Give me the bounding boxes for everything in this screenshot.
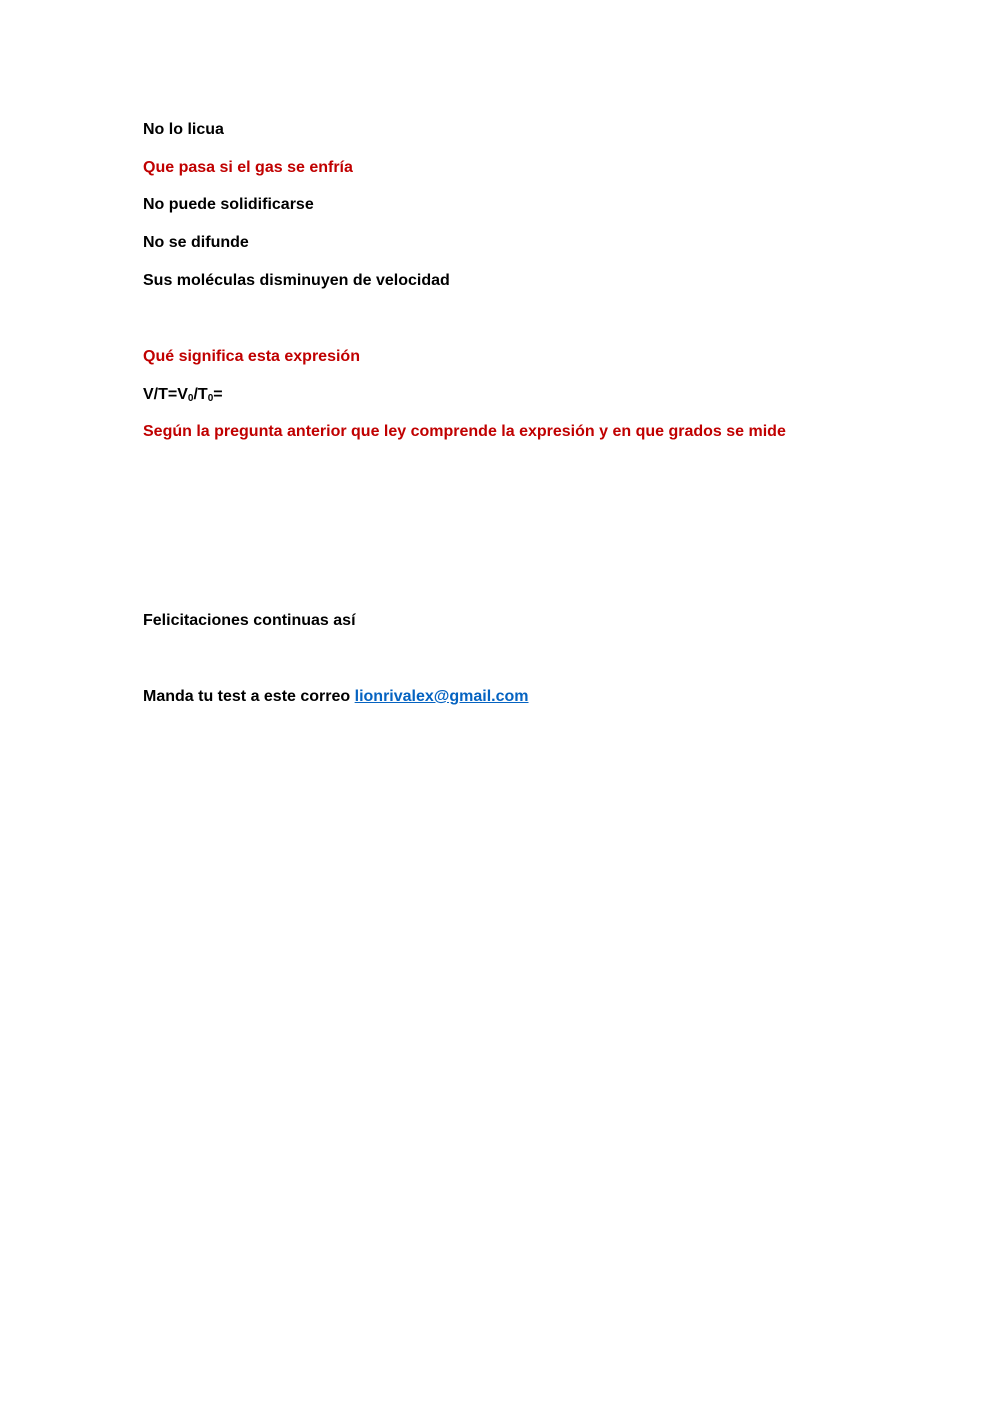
formula-part-1: V/T=V <box>143 386 188 403</box>
send-test-line <box>143 686 529 708</box>
answer-no-difunde: No se difunde <box>143 234 249 251</box>
question-ley-grados: Según la pregunta anterior que ley comprende la expresión y en que grados se mide <box>143 423 786 440</box>
formula-subscript-2: 0 <box>207 393 214 404</box>
send-test-prefix: Manda tu test a este correo <box>143 688 355 705</box>
email-link[interactable]: lionrivalex@gmail.com <box>354 688 529 705</box>
congratulations-text: Felicitaciones continuas así <box>143 612 356 629</box>
question-significa-expresion: Qué significa esta expresión <box>143 348 360 365</box>
formula-subscript-1: 0 <box>187 393 194 404</box>
question-gas-enfria: Que pasa si el gas se enfría <box>143 159 353 176</box>
formula-expression <box>143 384 223 406</box>
formula-part-2: /T <box>193 386 208 403</box>
answer-no-lo-licua: No lo licua <box>143 121 224 138</box>
formula-part-3: = <box>213 386 223 403</box>
answer-moleculas-velocidad: Sus moléculas disminuyen de velocidad <box>143 272 450 289</box>
answer-no-solidificarse: No puede solidificarse <box>143 196 314 213</box>
